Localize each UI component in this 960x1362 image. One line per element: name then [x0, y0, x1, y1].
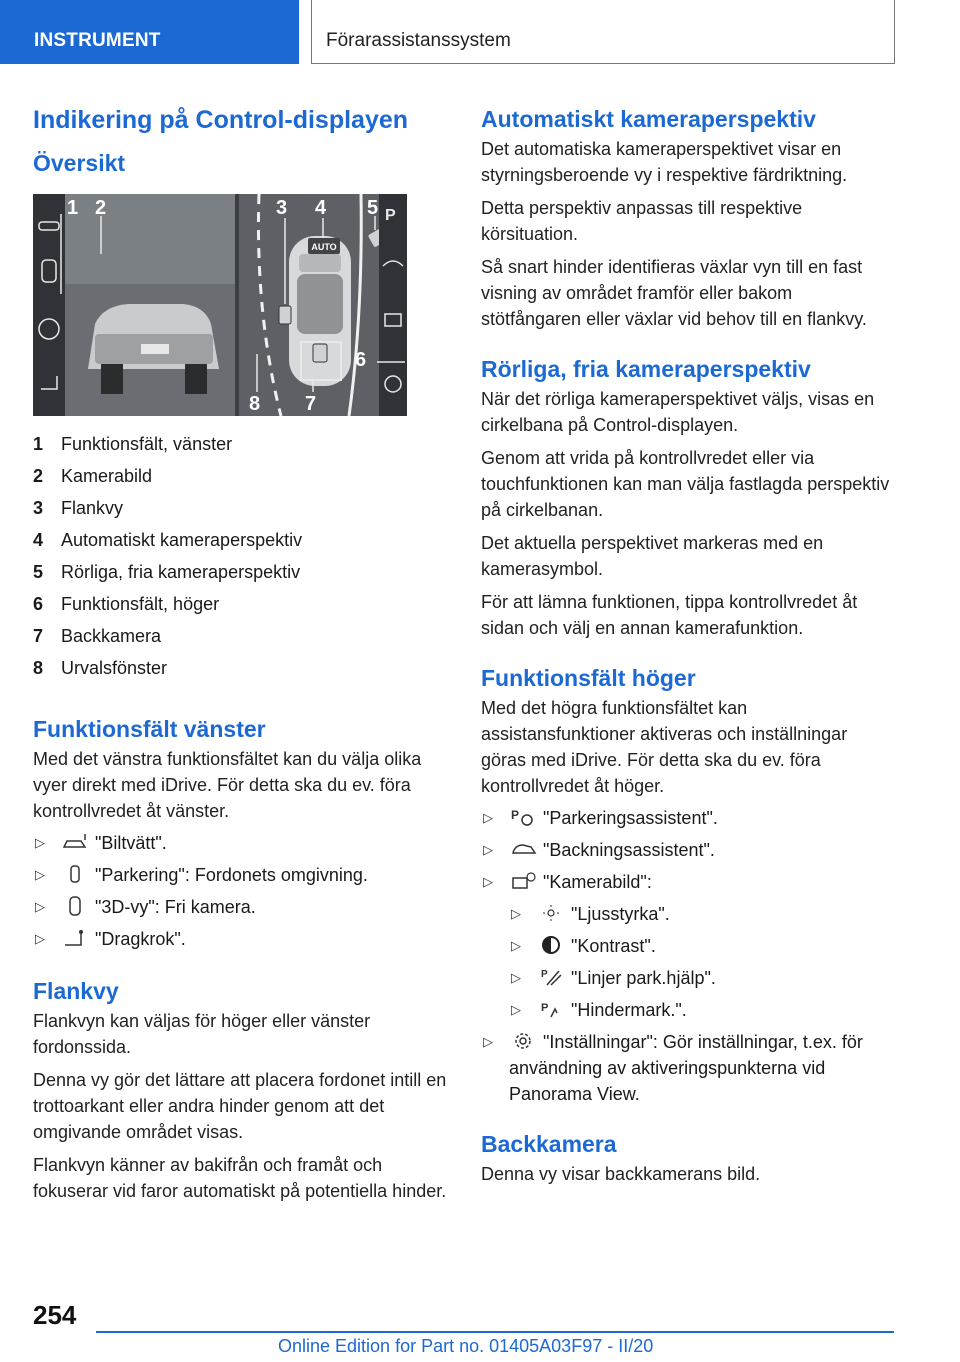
auto-p3: Så snart hinder identifieras växlar vyn till en fast visning av området framför eller bakom stötfångaren eller växlar vid behov till en flankvy. [481, 257, 867, 329]
flank-p1: Flankvyn kan väljas för höger eller vänster fordonssida. [33, 1011, 371, 1057]
section-label: INSTRUMENT [34, 30, 161, 51]
auto-p1: Det automatiska kameraperspektivet visar en styrningsberoende vy i respektive färdriktning. [481, 139, 848, 185]
list-item: ▷ P "Hindermark.". [511, 1000, 687, 1020]
parking-view-icon [61, 864, 89, 884]
svg-text:P: P [541, 1002, 549, 1014]
list-item: ▷ P "Parkeringsassistent". [483, 808, 718, 828]
contrast-icon [537, 935, 565, 955]
list-item: ▷ "Kamerabild": [483, 872, 652, 892]
list-item: ▷ "Kontrast". [511, 936, 656, 956]
figure-legend [33, 428, 447, 684]
page-number: 254 [33, 1300, 77, 1330]
3d-view-icon [61, 896, 89, 916]
overview-heading: Översikt [33, 150, 126, 176]
callout-5: 5 [367, 197, 379, 219]
list-item: ▷ "Dragkrok". [35, 929, 186, 949]
settings-icon [509, 1031, 537, 1051]
legend-item: 8 Urvalsfönster [33, 657, 168, 678]
free-p3: Det aktuella perspektivet markeras med en kamerasymbol. [481, 533, 824, 579]
back-heading: Backkamera [481, 1131, 617, 1157]
car-wash-icon [61, 832, 89, 852]
callout-8: 8 [249, 393, 261, 415]
func-left-text: Med det vänstra funktionsfältet kan du välja olika vyer direkt med iDrive. För detta ska du ev. föra kontrollvredet åt vänster. [33, 749, 422, 821]
func-right-text: Med det högra funktionsfältet kan assistansfunktioner aktiveras och inställningar göras med iDrive. För detta ska du ev. föra kontrollvredet åt höger. [481, 698, 848, 796]
flank-heading: Flankvy [33, 978, 119, 1004]
auto-heading: Automatiskt kameraperspektiv [481, 106, 816, 132]
callout-6: 6 [355, 349, 367, 371]
obstacle-marking-icon [537, 999, 565, 1019]
list-item: ▷ "Inställningar": Gör inställningar, t.ex. för användning av aktiveringspunkterna vid Panorama View. [483, 1032, 863, 1104]
list-item: ▷ "Parkering": Fordonets omgivning. [35, 865, 368, 885]
legend-item: 7 Backkamera [33, 625, 162, 646]
callout-2: 2 [95, 197, 107, 219]
callout-1: 1 [67, 197, 79, 219]
right-column [481, 96, 895, 1187]
list-item: ▷ "Backningsassistent". [483, 840, 715, 860]
svg-text:P: P [541, 969, 548, 980]
section-tab [0, 0, 299, 64]
free-p4: För att lämna funktionen, tippa kontrollvredet åt sidan och välj en annan kamerafunktion. [481, 592, 858, 638]
legend-item: 4 Automatiskt kameraperspektiv [33, 529, 303, 550]
list-item: ▷ "Biltvätt". [35, 833, 167, 853]
figure-auto-label: AUTO [311, 242, 337, 252]
legend-item: 3 Flankvy [33, 497, 124, 518]
legend-item: 2 Kamerabild [33, 465, 153, 486]
edition-info: Online Edition for Part no. 01405A03F97 - II/20 [278, 1336, 654, 1356]
back-text: Denna vy visar backkamerans bild. [481, 1164, 761, 1184]
control-display-figure [33, 194, 407, 416]
callout-3: 3 [276, 197, 288, 219]
flank-p3: Flankvyn känner av bakifrån och framåt och fokuserar vid faror automatiskt på potentiella hinder. [33, 1155, 447, 1201]
tow-hook-icon [61, 928, 89, 948]
func-right-heading: Funktionsfält höger [481, 665, 696, 691]
page-title: Indikering på Control-displayen [33, 106, 409, 134]
camera-image-icon [509, 871, 537, 891]
chapter-header [311, 0, 895, 64]
camera-sub-list [481, 901, 895, 1023]
func-left-list [33, 830, 447, 952]
settings-list [481, 1029, 895, 1107]
legend-item: 6 Funktionsfält, höger [33, 593, 220, 614]
free-heading: Rörliga, fria kameraperspektiv [481, 356, 811, 382]
footer-divider [96, 1331, 894, 1333]
func-right-list [481, 805, 895, 895]
auto-p2: Detta perspektiv anpassas till respektive körsituation. [481, 198, 803, 244]
brightness-icon [537, 903, 565, 923]
free-p2: Genom att vrida på kontrollvredet eller via touchfunktionen kan man välja fastlagda perspektiv på cirkelbanan. [481, 448, 890, 520]
list-item: ▷ P "Linjer park.hjälp". [511, 968, 716, 988]
camera-view-illustration [33, 194, 407, 416]
svg-text:P: P [385, 207, 396, 224]
chapter-label: Förarassistanssystem [326, 30, 511, 51]
reversing-assistant-icon [509, 839, 537, 859]
func-left-heading: Funktionsfält vänster [33, 716, 266, 742]
flank-p2: Denna vy gör det lättare att placera fordonet intill en trottoarkant eller andra hinder genom att det omgivande området visas. [33, 1070, 447, 1142]
legend-item: 1 Funktionsfält, vänster [33, 433, 233, 454]
callout-4: 4 [315, 197, 327, 219]
list-item: ▷ "3D-vy": Fri kamera. [35, 897, 256, 917]
free-p1: När det rörliga kameraperspektivet väljs, visas en cirkelbana på Control-displayen. [481, 389, 875, 435]
svg-text:P: P [511, 808, 520, 822]
parking-assistant-icon [509, 807, 537, 827]
parking-lines-icon [537, 967, 565, 987]
list-item: ▷ "Ljusstyrka". [511, 904, 670, 924]
callout-7: 7 [305, 393, 317, 415]
left-column [33, 96, 447, 1204]
legend-item: 5 Rörliga, fria kameraperspektiv [33, 561, 301, 582]
